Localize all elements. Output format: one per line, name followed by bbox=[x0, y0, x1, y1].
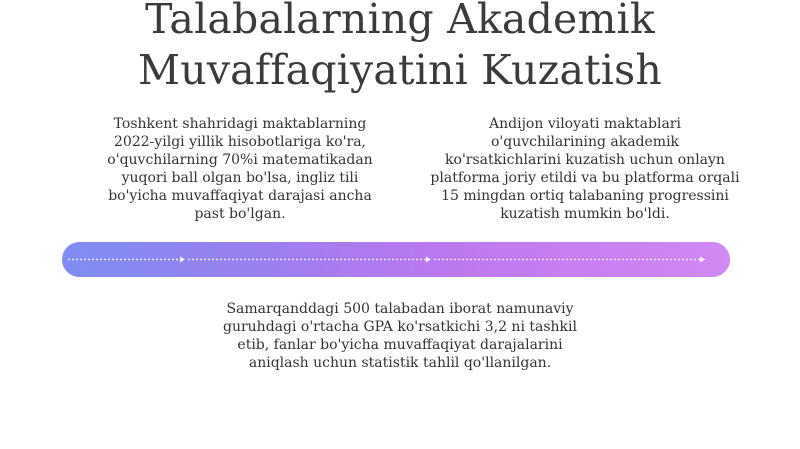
paragraph-andijon bbox=[395, 115, 775, 223]
timeline-bar bbox=[62, 242, 730, 277]
paragraph-line: past bo'lgan. bbox=[194, 206, 286, 222]
paragraph-line: yuqori ball olgan bo'lsa, ingliz tili bbox=[121, 170, 359, 186]
title-line-1: Talabalarning Akademik bbox=[145, 0, 655, 43]
paragraph-line: ko'rsatkichlarini kuzatish uchun onlayn bbox=[445, 152, 725, 168]
paragraph-samarqand bbox=[200, 300, 600, 372]
paragraph-line: guruhdagi o'rtacha GPA ko'rsatkichi 3,2 ni tashkil bbox=[222, 319, 577, 335]
title-line-2: Muvaffaqiyatini Kuzatish bbox=[138, 46, 662, 94]
paragraph-line: 2022-yilgi yillik hisobotlariga ko'ra, bbox=[114, 134, 366, 150]
paragraph-tashkent bbox=[60, 115, 420, 223]
paragraph-line: 15 mingdan ortiq talabaning progressini bbox=[441, 188, 729, 204]
paragraph-line: bo'yicha muvaffaqiyat darajasi ancha bbox=[108, 188, 372, 204]
paragraph-line: aniqlash uchun statistik tahlil qo'llanilgan. bbox=[248, 355, 552, 371]
paragraph-line: Toshkent shahridagi maktablarning bbox=[113, 116, 367, 132]
paragraph-line: platforma joriy etildi va bu platforma orqali bbox=[430, 170, 740, 186]
paragraph-line: kuzatish mumkin bo'ldi. bbox=[500, 206, 670, 222]
dotted-arrow-icon bbox=[62, 242, 730, 277]
paragraph-line: etib, fanlar bo'yicha muvaffaqiyat darajalarini bbox=[237, 337, 563, 353]
paragraph-line: Samarqanddagi 500 talabadan iborat namunaviy bbox=[226, 301, 574, 317]
paragraph-line: Andijon viloyati maktablari bbox=[489, 116, 681, 132]
paragraph-line: o'quvchilarining akademik bbox=[490, 134, 680, 150]
paragraph-line: o'quvchilarning 70%i matematikadan bbox=[107, 152, 373, 168]
page-title bbox=[0, 0, 800, 96]
